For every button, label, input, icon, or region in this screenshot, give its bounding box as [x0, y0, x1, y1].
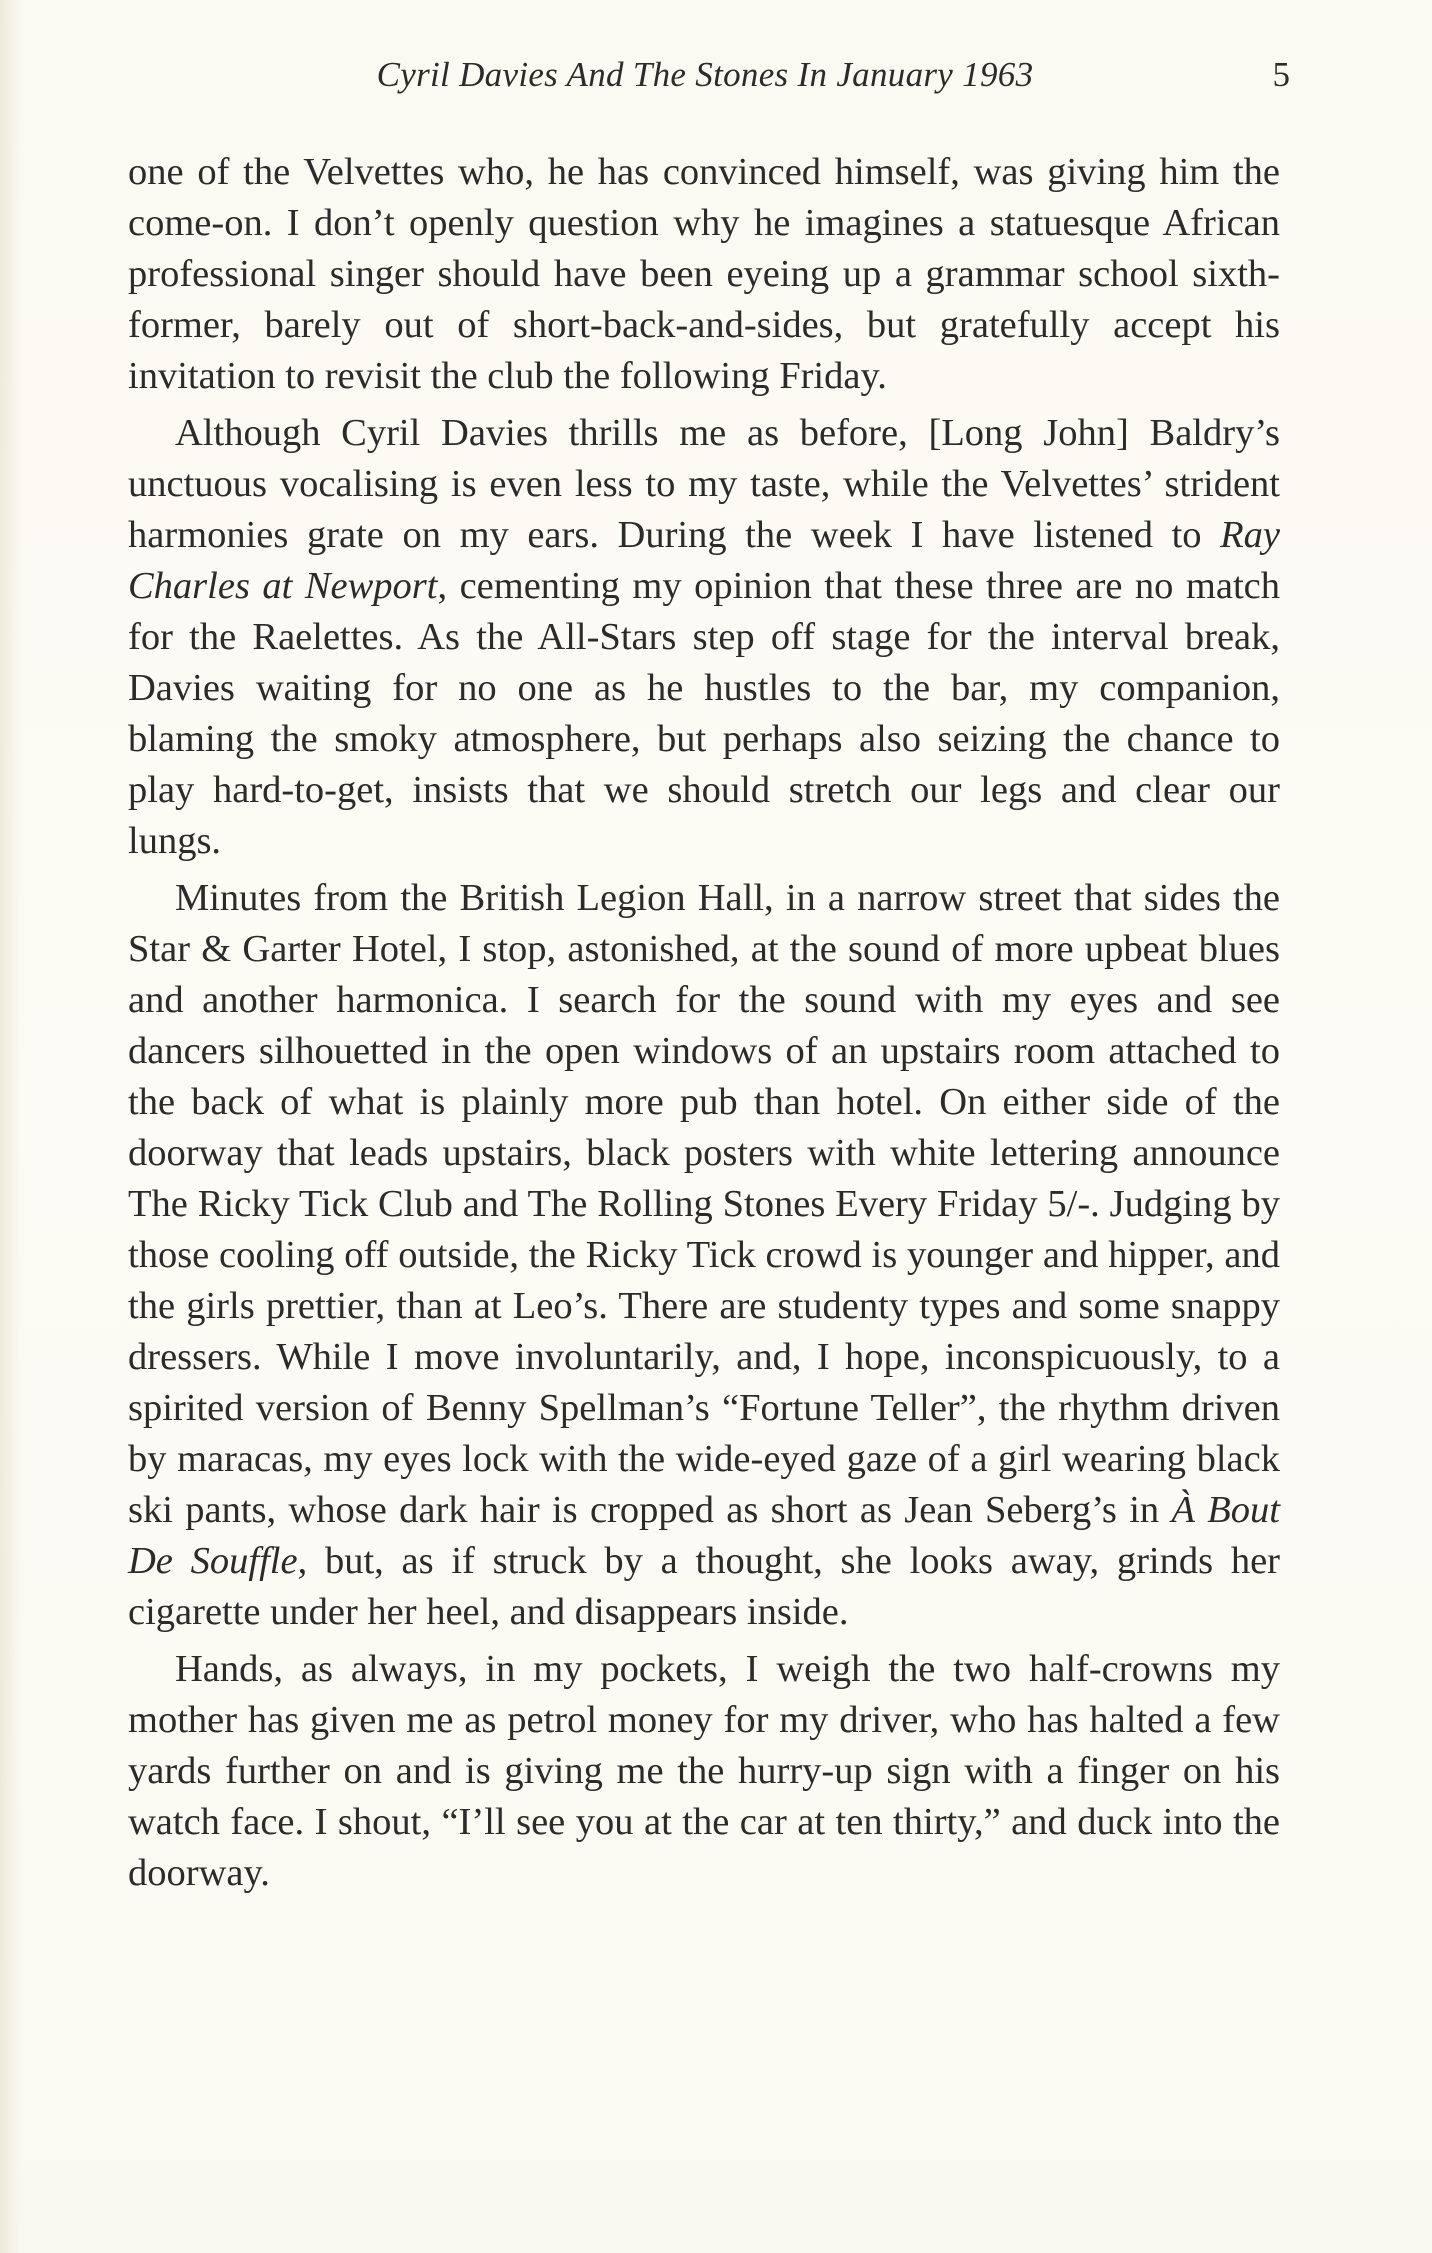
running-title: Cyril Davies And The Stones In January 1963	[376, 55, 1034, 94]
body-text	[128, 147, 1280, 1899]
page-number: 5	[1272, 55, 1290, 94]
page-gutter-shadow	[0, 0, 22, 2253]
paragraph-3-text-b: , but, as if struck by a thought, she looks away, grinds her cigarette under her heel, and disappears inside.	[128, 1540, 1280, 1633]
paragraph-2-text-a: Although Cyril Davies thrills me as before, [Long John] Baldry’s unctuous vocalising is even less to my taste, while the Velvettes’ strident harmonies grate on my ears. During the week I have listened to	[128, 412, 1280, 556]
paragraph-3	[128, 873, 1280, 1638]
paragraph-3-text-a: Minutes from the British Legion Hall, in a narrow street that sides the Star & Garter Hotel, I stop, astonished, at the sound of more upbeat blues and another harmonica. I search for the sound with my eyes and see dancers silhouetted in the open windows of an upstairs room attached to the back of what is plainly more pub than hotel. On either side of the doorway that leads upstairs, black posters with white lettering announce The Ricky Tick Club and The Rolling Stones Every Friday 5/-. Judging by those cooling off outside, the Ricky Tick crowd is younger and hipper, and the girls prettier, than at Leo’s. There are studenty types and some snappy dressers. While I move involuntarily, and, I hope, inconspicuously, to a spirited version of Benny Spellman’s “Fortune Teller”, the rhythm driven by maracas, my eyes lock with the wide-eyed gaze of a girl wearing black ski pants, whose dark hair is cropped as short as Jean Seberg’s in	[128, 877, 1280, 1531]
film-title-a-bout-de-souffle: À Bout De Souffle	[128, 1489, 1281, 1582]
running-header	[130, 55, 1290, 105]
paragraph-4-text: Hands, as always, in my pockets, I weigh the two half-crowns my mother has given me as petrol money for my driver, who has halted a few yards further on and is giving me the hurry-up sign with a finger on his watch face. I shout, “I’ll see you at the car at ten thirty,” and duck into the doorway.	[128, 1648, 1280, 1894]
paragraph-1-text: one of the Velvettes who, he has convinced himself, was giving him the come-on. I don’t openly question why he imagines a statuesque African professional singer should have been eyeing up a grammar school sixth-former, barely out of short-back-and-sides, but gratefully accept his invitation to revisit the club the following Friday.	[128, 151, 1280, 397]
paragraph-4	[128, 1644, 1280, 1899]
paragraph-1	[128, 147, 1280, 402]
album-title-ray-charles: Ray Charles at Newport	[128, 514, 1280, 607]
paragraph-2	[128, 408, 1280, 867]
paragraph-2-text-b: , cementing my opinion that these three are no match for the Raelettes. As the All-Stars step off stage for the interval break, Davies waiting for no one as he hustles to the bar, my companion, blaming the smoky atmosphere, but perhaps also seizing the chance to play hard-to-get, insists that we should stretch our legs and clear our lungs.	[128, 565, 1280, 862]
